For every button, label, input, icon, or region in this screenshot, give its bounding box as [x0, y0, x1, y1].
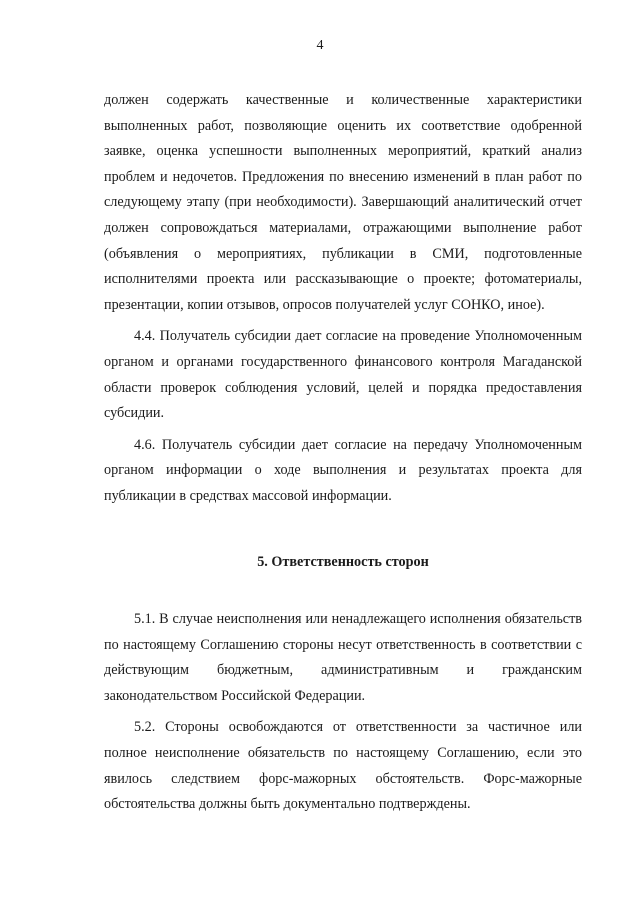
section-5-heading-block	[104, 550, 582, 576]
paragraph-continuation: должен содержать качественные и количественные характеристики выполненных работ, позволяющие оценить их соответствие одобренной заявке, оценка успешности выполненных мероприятий, краткий анализ проблем и недочетов. Предложения по внесению изменений в план работ по следующему этапу (при необходимости). Завершающий аналитический отчет должен сопровождаться материалами, отражающими выполнение работ (объявления о мероприятиях, публикации в СМИ, подготовленные исполнителями проекта или рассказывающие о проекте; фотоматериалы, презентации, копии отзывов, опросов получателей услуг СОНКО, иное).	[104, 92, 582, 313]
section-5-title: 5. Ответственность сторон	[257, 553, 429, 570]
page-number: 4	[316, 38, 324, 53]
paragraph-5-1: 5.1. В случае неисполнения или ненадлежащего исполнения обязательств по настоящему Соглашению стороны несут ответственность в соответствии с действующим бюджетным, административным и гражданским законодательством Российской Федерации.	[104, 611, 582, 704]
paragraph-5-2: 5.2. Стороны освобождаются от ответственности за частичное или полное неисполнение обязательств по настоящему Соглашению, если это явилось следствием форс-мажорных обстоятельств. Форс-мажорные обстоятельства должны быть документально подтверждены.	[104, 719, 582, 813]
paragraph-4-6: 4.6. Получатель субсидии дает согласие на передачу Уполномоченным органом информации о ходе выполнения и результатах проекта для публикации в средствах массовой информации.	[104, 436, 582, 504]
document-body	[104, 88, 582, 818]
paragraph-4-4: 4.4. Получатель субсидии дает согласие на проведение Уполномоченным органом и органами государственного финансового контроля Магаданской области проверок соблюдения условий, целей и порядка предоставления субсидии.	[104, 328, 582, 422]
